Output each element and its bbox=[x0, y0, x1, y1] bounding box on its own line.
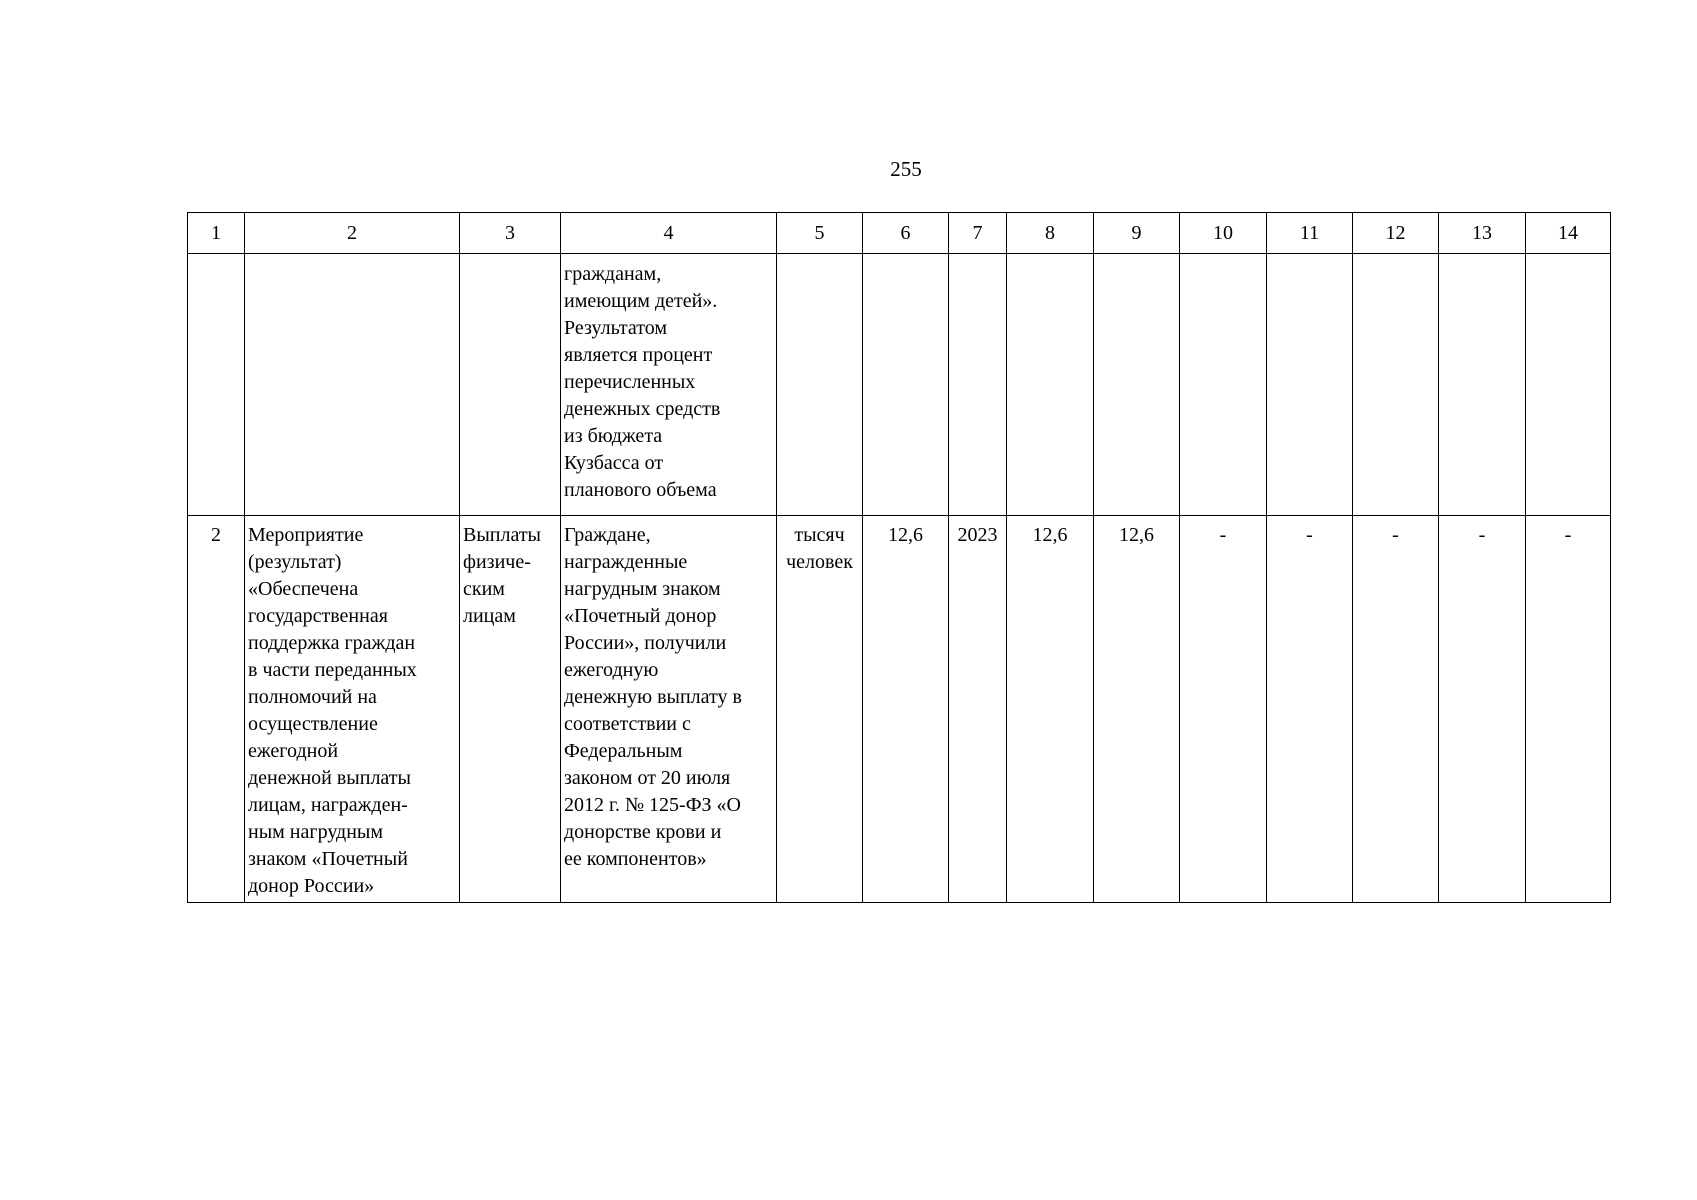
table-cell: тысяч человек bbox=[777, 516, 863, 903]
table-row bbox=[188, 254, 1611, 516]
table-cell: - bbox=[1267, 516, 1353, 903]
table-cell: 12,6 bbox=[1094, 516, 1180, 903]
table-cell: - bbox=[1526, 516, 1611, 903]
column-header: 14 bbox=[1526, 213, 1611, 254]
column-header: 3 bbox=[460, 213, 561, 254]
table-cell: - bbox=[1180, 516, 1267, 903]
table-cell bbox=[863, 254, 949, 516]
table-cell bbox=[460, 254, 561, 516]
column-header: 12 bbox=[1353, 213, 1439, 254]
table-cell bbox=[1353, 254, 1439, 516]
table-cell: - bbox=[1439, 516, 1526, 903]
table-cell bbox=[245, 254, 460, 516]
table-cell bbox=[188, 254, 245, 516]
column-header: 8 bbox=[1007, 213, 1094, 254]
table-row bbox=[188, 516, 1611, 903]
table-cell bbox=[1180, 254, 1267, 516]
table-cell: Выплаты физиче- ским лицам bbox=[460, 516, 561, 903]
column-header: 11 bbox=[1267, 213, 1353, 254]
column-header: 5 bbox=[777, 213, 863, 254]
table-cell bbox=[949, 254, 1007, 516]
page-number: 255 bbox=[890, 157, 922, 181]
column-header: 10 bbox=[1180, 213, 1267, 254]
column-header: 6 bbox=[863, 213, 949, 254]
table-cell: 12,6 bbox=[1007, 516, 1094, 903]
table-cell: Граждане, награжденные нагрудным знаком «Почетный донор России», получили ежегодную денежную выплату в соответствии с Федеральным законом от 20 июля 2012 г. № 125-ФЗ «О донорстве крови и ее компонентов» bbox=[561, 516, 777, 903]
table-cell bbox=[1267, 254, 1353, 516]
table-cell bbox=[1526, 254, 1611, 516]
document-table bbox=[187, 212, 1611, 903]
table-cell: 2023 bbox=[949, 516, 1007, 903]
table-cell: 2 bbox=[188, 516, 245, 903]
column-header: 1 bbox=[188, 213, 245, 254]
table-cell bbox=[1007, 254, 1094, 516]
table-cell bbox=[777, 254, 863, 516]
table-cell: 12,6 bbox=[863, 516, 949, 903]
column-header: 13 bbox=[1439, 213, 1526, 254]
table-header-row bbox=[188, 213, 1611, 254]
column-header: 4 bbox=[561, 213, 777, 254]
table-cell bbox=[1439, 254, 1526, 516]
column-header: 9 bbox=[1094, 213, 1180, 254]
table-cell bbox=[1094, 254, 1180, 516]
column-header: 2 bbox=[245, 213, 460, 254]
table-cell: Мероприятие (результат) «Обеспечена государственная поддержка граждан в части переданных полномочий на осуществление ежегодной денежной выплаты лицам, награжден- ным нагрудным знаком «Почетный донор России» bbox=[245, 516, 460, 903]
table-cell: гражданам, имеющим детей». Результатом является процент перечисленных денежных средств из бюджета Кузбасса от планового объема bbox=[561, 254, 777, 516]
column-header: 7 bbox=[949, 213, 1007, 254]
table-cell: - bbox=[1353, 516, 1439, 903]
